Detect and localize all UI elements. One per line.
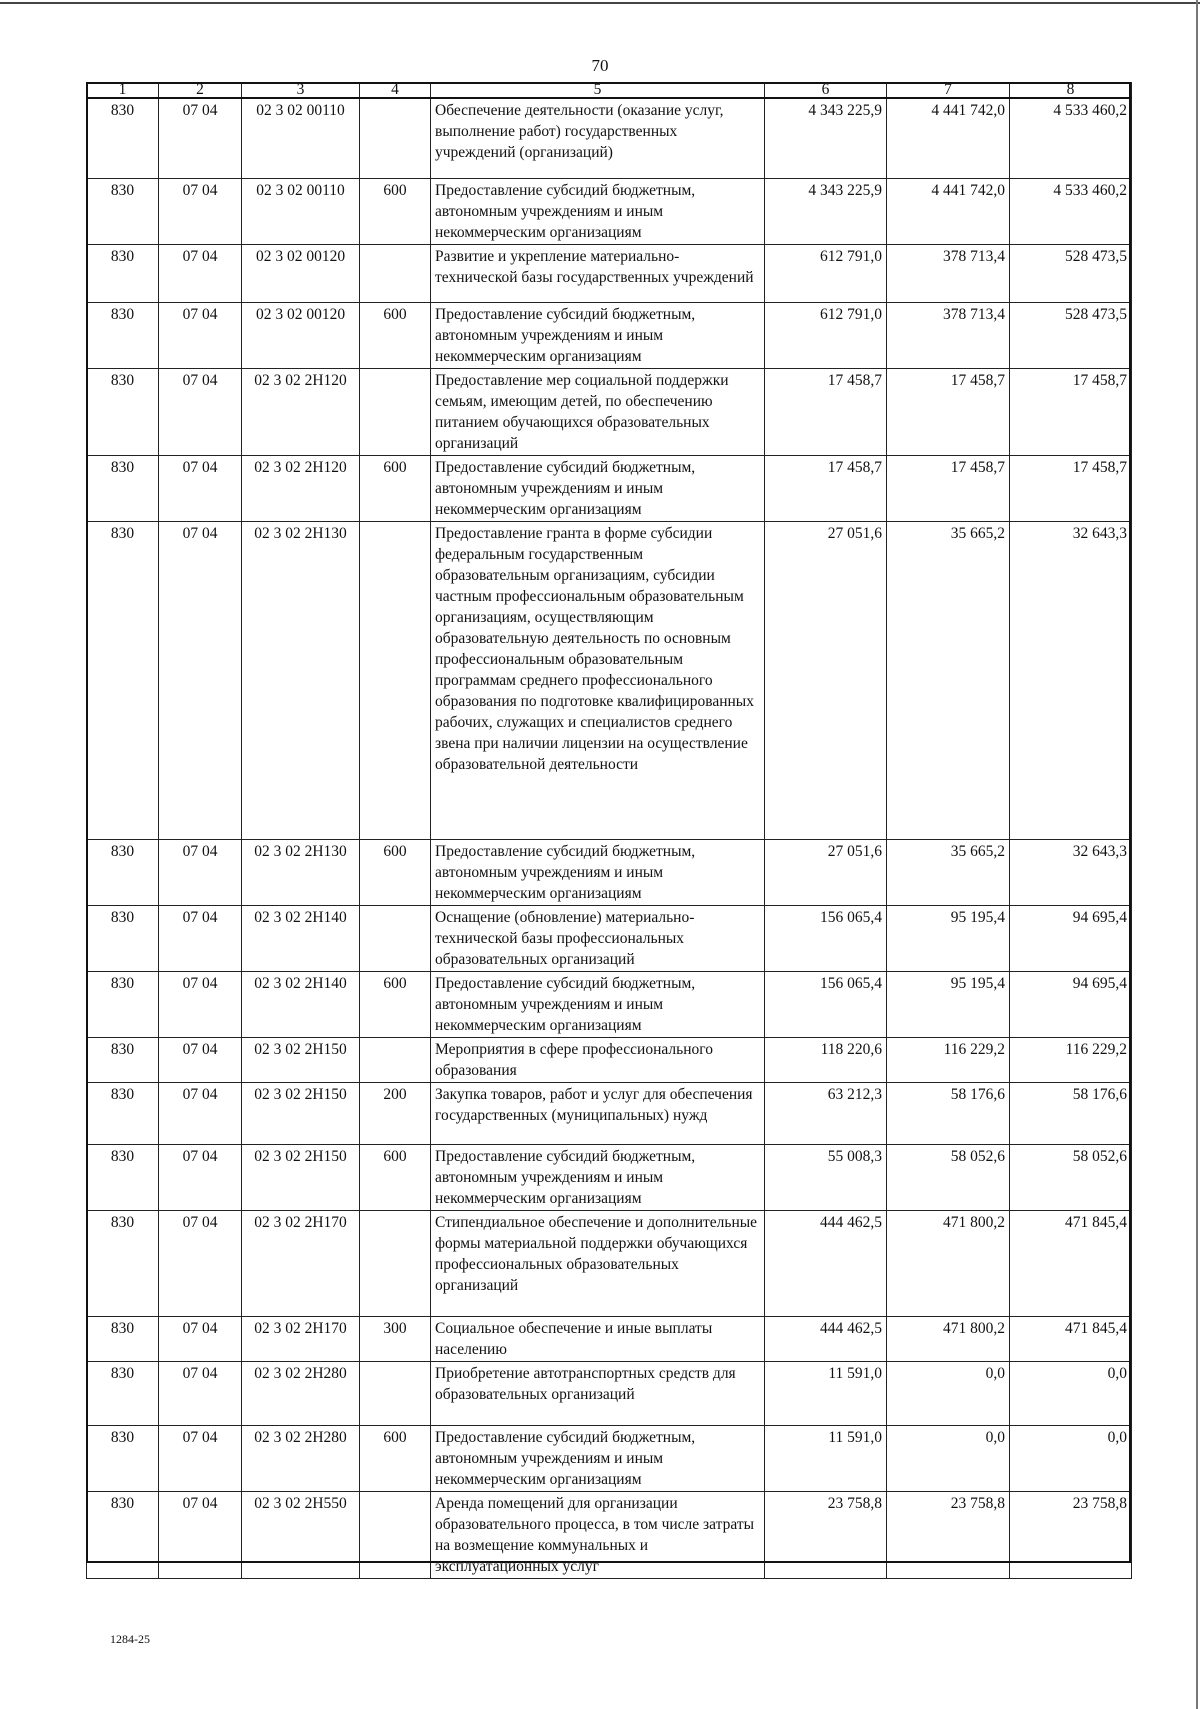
target-item-cell: 02 3 02 2Н140 <box>242 971 360 1037</box>
table-row <box>87 302 1132 368</box>
item-name-cell: Предоставление мер социальной поддержки семьям, имеющим детей, по обеспечению питанием обучающихся образовательных организаций <box>431 368 765 455</box>
expense-type-cell <box>360 368 431 455</box>
ministry-code-cell: 830 <box>87 905 159 971</box>
amount-col8-cell: 0,0 <box>1010 1425 1132 1491</box>
amount-col8-cell: 58 052,6 <box>1010 1144 1132 1210</box>
budget-table <box>86 82 1132 1579</box>
ministry-code-cell: 830 <box>87 1316 159 1361</box>
amount-col8-cell: 4 533 460,2 <box>1010 178 1132 244</box>
target-item-cell: 02 3 02 2Н120 <box>242 368 360 455</box>
amount-col7-cell: 378 713,4 <box>887 302 1010 368</box>
amount-col8-cell: 116 229,2 <box>1010 1037 1132 1082</box>
column-header: 2 <box>159 83 242 99</box>
amount-col7-cell: 116 229,2 <box>887 1037 1010 1082</box>
section-code-cell: 07 04 <box>159 1210 242 1316</box>
amount-col6-cell: 612 791,0 <box>765 302 887 368</box>
expense-type-cell <box>360 1491 431 1578</box>
table-row <box>87 1425 1132 1491</box>
expense-type-cell <box>360 244 431 302</box>
target-item-cell: 02 3 02 2Н130 <box>242 839 360 905</box>
section-code-cell: 07 04 <box>159 1361 242 1425</box>
amount-col8-cell: 58 176,6 <box>1010 1082 1132 1144</box>
section-code-cell: 07 04 <box>159 98 242 178</box>
amount-col8-cell: 528 473,5 <box>1010 244 1132 302</box>
expense-type-cell <box>360 1361 431 1425</box>
expense-type-cell: 200 <box>360 1082 431 1144</box>
section-code-cell: 07 04 <box>159 302 242 368</box>
amount-col6-cell: 63 212,3 <box>765 1082 887 1144</box>
expense-type-cell <box>360 98 431 178</box>
target-item-cell: 02 3 02 2Н130 <box>242 521 360 839</box>
table-body <box>87 98 1132 1578</box>
target-item-cell: 02 3 02 2Н170 <box>242 1316 360 1361</box>
ministry-code-cell: 830 <box>87 971 159 1037</box>
amount-col7-cell: 0,0 <box>887 1425 1010 1491</box>
target-item-cell: 02 3 02 2Н150 <box>242 1144 360 1210</box>
target-item-cell: 02 3 02 00120 <box>242 302 360 368</box>
section-code-cell: 07 04 <box>159 1425 242 1491</box>
ministry-code-cell: 830 <box>87 98 159 178</box>
document-code: 1284-25 <box>110 1632 150 1646</box>
item-name-cell: Закупка товаров, работ и услуг для обеспечения государственных (муниципальных) нужд <box>431 1082 765 1144</box>
section-code-cell: 07 04 <box>159 1491 242 1578</box>
ministry-code-cell: 830 <box>87 1210 159 1316</box>
amount-col6-cell: 27 051,6 <box>765 521 887 839</box>
table-row <box>87 1361 1132 1425</box>
amount-col7-cell: 17 458,7 <box>887 368 1010 455</box>
amount-col8-cell: 471 845,4 <box>1010 1316 1132 1361</box>
table-row <box>87 178 1132 244</box>
amount-col6-cell: 444 462,5 <box>765 1316 887 1361</box>
amount-col8-cell: 94 695,4 <box>1010 971 1132 1037</box>
section-code-cell: 07 04 <box>159 1082 242 1144</box>
column-header: 8 <box>1010 83 1132 99</box>
ministry-code-cell: 830 <box>87 1361 159 1425</box>
column-header: 6 <box>765 83 887 99</box>
expense-type-cell: 600 <box>360 1425 431 1491</box>
amount-col7-cell: 4 441 742,0 <box>887 178 1010 244</box>
table-row <box>87 521 1132 839</box>
item-name-cell: Аренда помещений для организации образовательного процесса, в том числе затраты на возмещение коммунальных и эксплуатационных услуг <box>431 1491 765 1578</box>
amount-col6-cell: 444 462,5 <box>765 1210 887 1316</box>
amount-col8-cell: 32 643,3 <box>1010 839 1132 905</box>
ministry-code-cell: 830 <box>87 1144 159 1210</box>
item-name-cell: Социальное обеспечение и иные выплаты населению <box>431 1316 765 1361</box>
section-code-cell: 07 04 <box>159 521 242 839</box>
target-item-cell: 02 3 02 2Н150 <box>242 1082 360 1144</box>
amount-col6-cell: 17 458,7 <box>765 368 887 455</box>
amount-col6-cell: 23 758,8 <box>765 1491 887 1578</box>
table-row <box>87 1491 1132 1578</box>
target-item-cell: 02 3 02 2Н140 <box>242 905 360 971</box>
expense-type-cell: 600 <box>360 839 431 905</box>
target-item-cell: 02 3 02 00110 <box>242 178 360 244</box>
section-code-cell: 07 04 <box>159 1037 242 1082</box>
section-code-cell: 07 04 <box>159 971 242 1037</box>
table-row <box>87 1316 1132 1361</box>
item-name-cell: Развитие и укрепление материально-технической базы государственных учреждений <box>431 244 765 302</box>
expense-type-cell <box>360 1037 431 1082</box>
section-code-cell: 07 04 <box>159 905 242 971</box>
table-row <box>87 1082 1132 1144</box>
column-header: 7 <box>887 83 1010 99</box>
target-item-cell: 02 3 02 00120 <box>242 244 360 302</box>
amount-col7-cell: 471 800,2 <box>887 1210 1010 1316</box>
amount-col7-cell: 17 458,7 <box>887 455 1010 521</box>
amount-col8-cell: 17 458,7 <box>1010 368 1132 455</box>
section-code-cell: 07 04 <box>159 368 242 455</box>
table-row <box>87 244 1132 302</box>
amount-col6-cell: 4 343 225,9 <box>765 178 887 244</box>
section-code-cell: 07 04 <box>159 1144 242 1210</box>
ministry-code-cell: 830 <box>87 302 159 368</box>
expense-type-cell <box>360 905 431 971</box>
ministry-code-cell: 830 <box>87 521 159 839</box>
expense-type-cell: 600 <box>360 455 431 521</box>
table-row <box>87 98 1132 178</box>
expense-type-cell: 600 <box>360 178 431 244</box>
amount-col6-cell: 55 008,3 <box>765 1144 887 1210</box>
table-row <box>87 455 1132 521</box>
table-row <box>87 905 1132 971</box>
item-name-cell: Предоставление субсидий бюджетным, автономным учреждениям и иным некоммерческим организациям <box>431 1144 765 1210</box>
expense-type-cell: 600 <box>360 1144 431 1210</box>
amount-col8-cell: 17 458,7 <box>1010 455 1132 521</box>
amount-col6-cell: 4 343 225,9 <box>765 98 887 178</box>
item-name-cell: Предоставление субсидий бюджетным, автономным учреждениям и иным некоммерческим организациям <box>431 455 765 521</box>
amount-col7-cell: 378 713,4 <box>887 244 1010 302</box>
amount-col6-cell: 612 791,0 <box>765 244 887 302</box>
amount-col7-cell: 35 665,2 <box>887 521 1010 839</box>
target-item-cell: 02 3 02 2Н280 <box>242 1425 360 1491</box>
ministry-code-cell: 830 <box>87 839 159 905</box>
ministry-code-cell: 830 <box>87 455 159 521</box>
table-row <box>87 1144 1132 1210</box>
amount-col8-cell: 94 695,4 <box>1010 905 1132 971</box>
amount-col7-cell: 95 195,4 <box>887 971 1010 1037</box>
amount-col6-cell: 17 458,7 <box>765 455 887 521</box>
column-number-row <box>87 83 1132 99</box>
amount-col8-cell: 0,0 <box>1010 1361 1132 1425</box>
expense-type-cell: 600 <box>360 971 431 1037</box>
expense-type-cell: 300 <box>360 1316 431 1361</box>
ministry-code-cell: 830 <box>87 1037 159 1082</box>
target-item-cell: 02 3 02 2Н150 <box>242 1037 360 1082</box>
ministry-code-cell: 830 <box>87 1491 159 1578</box>
table-row <box>87 1037 1132 1082</box>
column-header: 5 <box>431 83 765 99</box>
amount-col6-cell: 156 065,4 <box>765 905 887 971</box>
section-code-cell: 07 04 <box>159 244 242 302</box>
item-name-cell: Предоставление субсидий бюджетным, автономным учреждениям и иным некоммерческим организациям <box>431 839 765 905</box>
amount-col6-cell: 11 591,0 <box>765 1425 887 1491</box>
section-code-cell: 07 04 <box>159 455 242 521</box>
item-name-cell: Приобретение автотранспортных средств для образовательных организаций <box>431 1361 765 1425</box>
item-name-cell: Стипендиальное обеспечение и дополнительные формы материальной поддержки обучающихся профессиональных образовательных организаций <box>431 1210 765 1316</box>
item-name-cell: Мероприятия в сфере профессионального образования <box>431 1037 765 1082</box>
amount-col7-cell: 58 176,6 <box>887 1082 1010 1144</box>
column-header: 4 <box>360 83 431 99</box>
table-row <box>87 368 1132 455</box>
section-code-cell: 07 04 <box>159 1316 242 1361</box>
amount-col7-cell: 35 665,2 <box>887 839 1010 905</box>
column-header: 1 <box>87 83 159 99</box>
expense-type-cell <box>360 1210 431 1316</box>
item-name-cell: Предоставление гранта в форме субсидии федеральным государственным образовательным организациям, субсидии частным профессиональным образовательным организациям, осуществляющим образовательную деятельность по основным профессиональным образовательным программам среднего профессионального образования по подготовке квалифицированных рабочих, служащих и специалистов среднего звена при наличии лицензии на осуществление образовательной деятельности <box>431 521 765 839</box>
target-item-cell: 02 3 02 2Н170 <box>242 1210 360 1316</box>
section-code-cell: 07 04 <box>159 178 242 244</box>
table-row <box>87 839 1132 905</box>
amount-col8-cell: 528 473,5 <box>1010 302 1132 368</box>
amount-col6-cell: 156 065,4 <box>765 971 887 1037</box>
target-item-cell: 02 3 02 2Н120 <box>242 455 360 521</box>
ministry-code-cell: 830 <box>87 244 159 302</box>
amount-col7-cell: 0,0 <box>887 1361 1010 1425</box>
amount-col7-cell: 23 758,8 <box>887 1491 1010 1578</box>
scan-edge-top <box>0 2 1200 4</box>
item-name-cell: Предоставление субсидий бюджетным, автономным учреждениям и иным некоммерческим организациям <box>431 178 765 244</box>
scan-edge-right <box>1196 0 1198 1709</box>
section-code-cell: 07 04 <box>159 839 242 905</box>
target-item-cell: 02 3 02 2Н280 <box>242 1361 360 1425</box>
amount-col7-cell: 95 195,4 <box>887 905 1010 971</box>
item-name-cell: Оснащение (обновление) материально-технической базы профессиональных образовательных организаций <box>431 905 765 971</box>
amount-col7-cell: 4 441 742,0 <box>887 98 1010 178</box>
ministry-code-cell: 830 <box>87 178 159 244</box>
item-name-cell: Обеспечение деятельности (оказание услуг, выполнение работ) государственных учреждений (организаций) <box>431 98 765 178</box>
table-row <box>87 971 1132 1037</box>
target-item-cell: 02 3 02 00110 <box>242 98 360 178</box>
amount-col8-cell: 471 845,4 <box>1010 1210 1132 1316</box>
amount-col7-cell: 471 800,2 <box>887 1316 1010 1361</box>
amount-col6-cell: 11 591,0 <box>765 1361 887 1425</box>
page-number: 70 <box>591 56 609 75</box>
column-header: 3 <box>242 83 360 99</box>
ministry-code-cell: 830 <box>87 1082 159 1144</box>
item-name-cell: Предоставление субсидий бюджетным, автономным учреждениям и иным некоммерческим организациям <box>431 302 765 368</box>
ministry-code-cell: 830 <box>87 368 159 455</box>
ministry-code-cell: 830 <box>87 1425 159 1491</box>
expense-type-cell <box>360 521 431 839</box>
amount-col7-cell: 58 052,6 <box>887 1144 1010 1210</box>
amount-col6-cell: 27 051,6 <box>765 839 887 905</box>
expense-type-cell: 600 <box>360 302 431 368</box>
amount-col8-cell: 32 643,3 <box>1010 521 1132 839</box>
target-item-cell: 02 3 02 2Н550 <box>242 1491 360 1578</box>
amount-col6-cell: 118 220,6 <box>765 1037 887 1082</box>
item-name-cell: Предоставление субсидий бюджетным, автономным учреждениям и иным некоммерческим организациям <box>431 1425 765 1491</box>
amount-col8-cell: 23 758,8 <box>1010 1491 1132 1578</box>
table-row <box>87 1210 1132 1316</box>
amount-col8-cell: 4 533 460,2 <box>1010 98 1132 178</box>
item-name-cell: Предоставление субсидий бюджетным, автономным учреждениям и иным некоммерческим организациям <box>431 971 765 1037</box>
